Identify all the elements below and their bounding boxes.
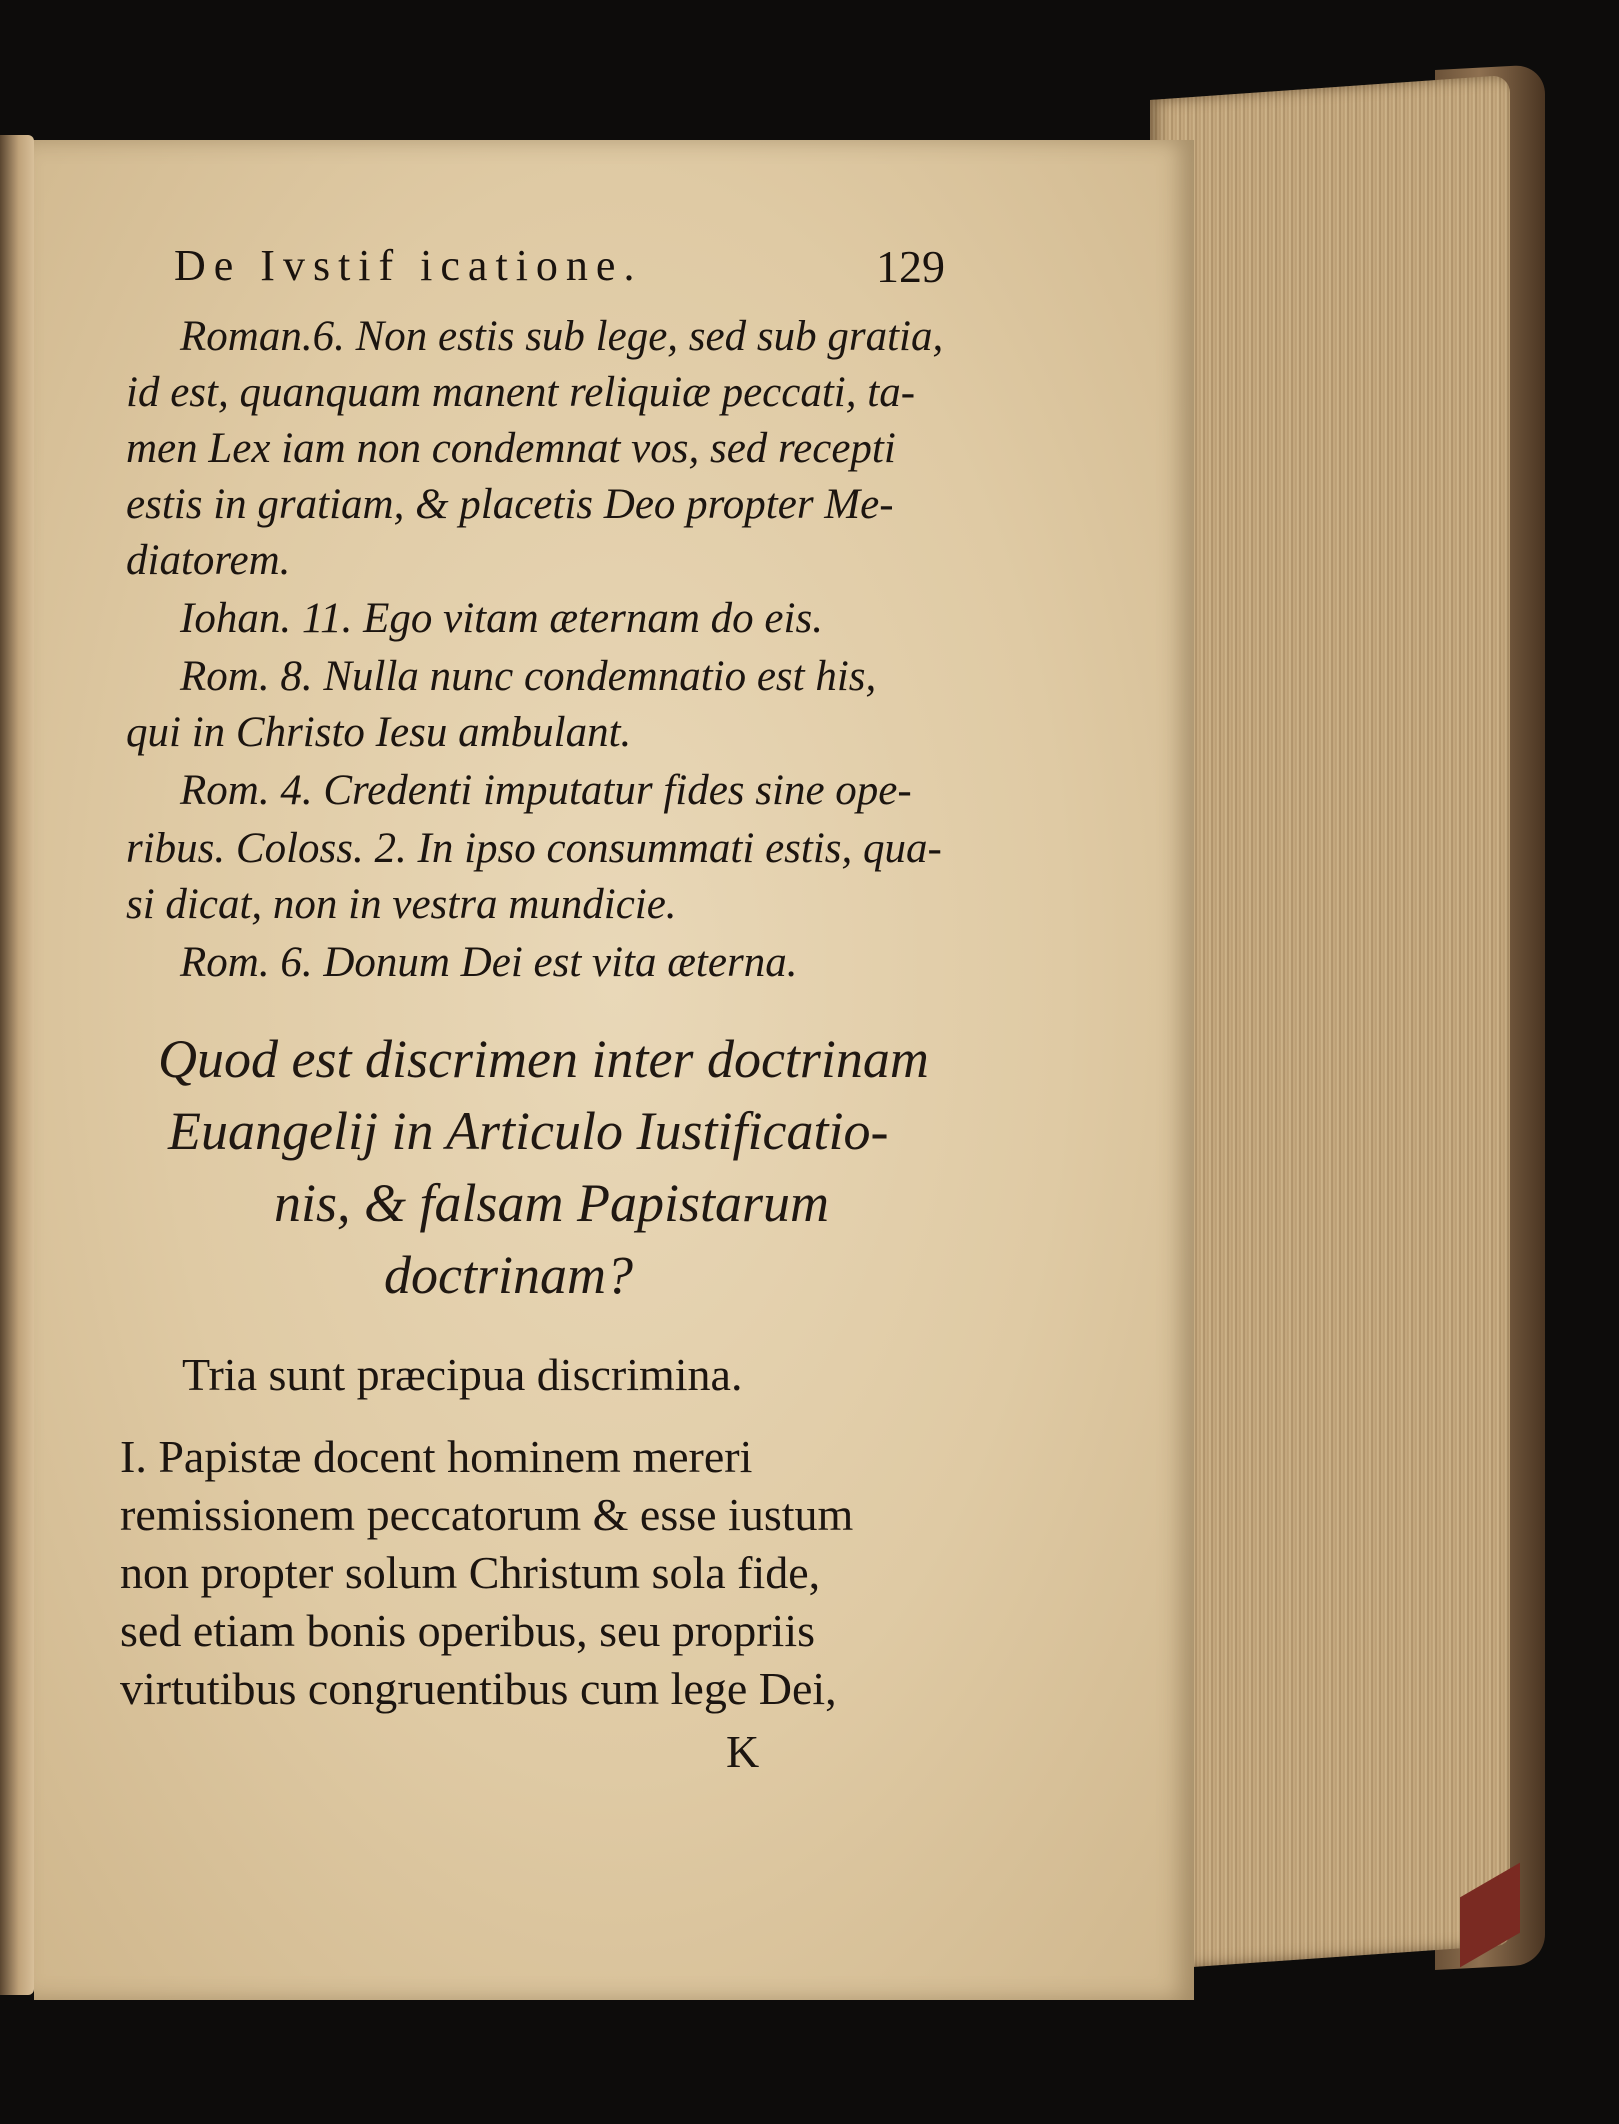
page-number: 129	[876, 241, 945, 292]
book-page	[34, 140, 1194, 2000]
catchword: K	[726, 1726, 760, 1777]
citation-line: diatorem.	[126, 537, 291, 584]
body-intro: Tria sunt præcipua discrimina.	[182, 1349, 743, 1400]
section-heading-line: Quod est discrimen inter doctrinam	[158, 1029, 929, 1089]
citation-line: id est, quanquam manent reliquiæ peccati, ta-	[126, 369, 916, 416]
section-heading-line: nis, & falsam Papistarum	[274, 1173, 830, 1233]
section-heading-line: doctrinam?	[384, 1245, 633, 1305]
section-heading-line: Euangelij in Articulo Iustificatio-	[168, 1101, 889, 1161]
body-line: I. Papistæ docent hominem mereri	[120, 1431, 753, 1482]
citation-line: Rom. 4. Credenti imputatur fides sine ope-	[180, 767, 912, 814]
body-line: remissionem peccatorum & esse iustum	[120, 1489, 854, 1540]
citation-line: ribus. Coloss. 2. In ipso consummati estis, qua-	[126, 825, 942, 872]
body-line: non propter solum Christum sola fide,	[120, 1547, 821, 1598]
citation-line: Rom. 6. Donum Dei est vita æterna.	[180, 939, 798, 986]
citation-line: Roman.6. Non estis sub lege, sed sub gratia,	[180, 313, 944, 360]
page-block-edges	[1150, 75, 1510, 1970]
body-line: virtutibus congruentibus cum lege Dei,	[120, 1663, 837, 1714]
citation-line: Iohan. 11. Ego vitam æternam do eis.	[180, 595, 823, 642]
previous-page-edge	[0, 135, 34, 1995]
citation-line: qui in Christo Iesu ambulant.	[126, 709, 632, 756]
citation-line: si dicat, non in vestra mundicie.	[126, 881, 677, 928]
citation-line: men Lex iam non condemnat vos, sed recepti	[126, 425, 896, 472]
body-line: sed etiam bonis operibus, seu propriis	[120, 1605, 816, 1656]
citation-line: Rom. 8. Nulla nunc condemnatio est his,	[180, 653, 877, 700]
running-head: De Ivstif icatione.	[174, 241, 643, 290]
citation-line: estis in gratiam, & placetis Deo propter Me-	[126, 481, 894, 528]
